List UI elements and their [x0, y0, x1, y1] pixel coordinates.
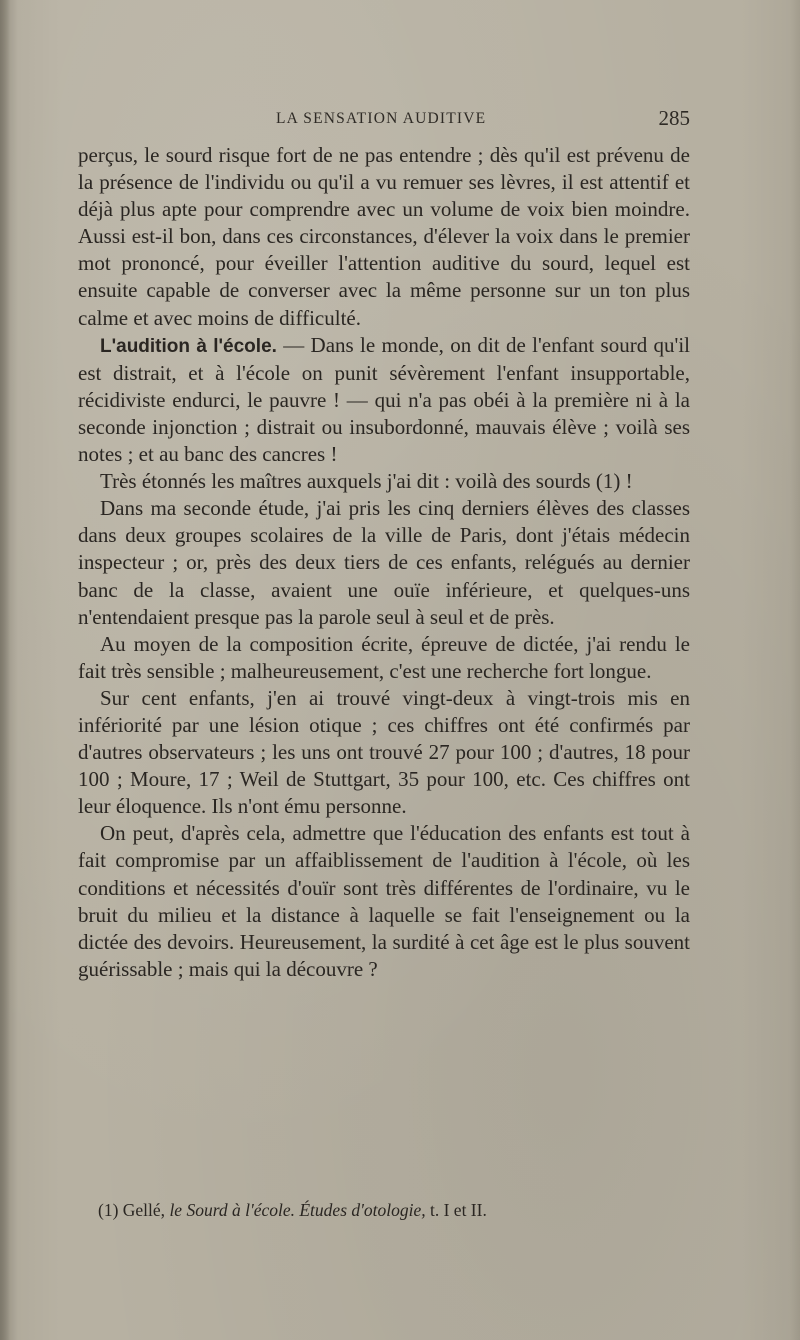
footnote-marker: (1)	[98, 1200, 119, 1220]
paragraph: On peut, d'après cela, admettre que l'éducation des enfants est tout à fait compromise par un affaiblissement de l'audition à l'école, où les conditions et nécessités d'ouïr sont très différentes de l'ordinaire, vu le bruit du milieu et la distance à laquelle se fait l'enseignement ou la dictée des devoirs. Heureusement, la surdité à cet âge est le plus souvent guérissable ; mais qui la découvre ?	[78, 821, 690, 981]
page-number: 285	[658, 106, 690, 130]
footnote-title: le Sourd à l'école. Études d'otologie,	[169, 1200, 426, 1220]
paragraph: Sur cent enfants, j'en ai trouvé vingt-deux à vingt-trois mis en infériorité par une lésion otique ; ces chiffres ont été confirmés par d'autres observateurs ; les uns ont trouvé 27 pour 100 ; d'autres, 18 pour 100 ; Moure, 17 ; Weil de Stuttgart, 35 pour 100, etc. Ces chiffres ont leur éloquence. Ils n'ont ému personne.	[78, 685, 690, 819]
footnote-rest: t. I et II.	[429, 1200, 487, 1220]
section-title: L'audition à l'école.	[100, 335, 277, 357]
footnote-author: Gellé,	[122, 1200, 166, 1220]
paragraph: Au moyen de la composition écrite, épreuve de dictée, j'ai rendu le fait très sensible ; malheureusement, c'est une recherche fort longue.	[78, 631, 690, 683]
paragraph: Très étonnés les maîtres auxquels j'ai dit : voilà des sourds (1) !	[100, 469, 633, 494]
running-head	[78, 106, 690, 132]
running-title: LA SENSATION AUDITIVE	[276, 110, 487, 127]
paragraph-continued: perçus, le sourd risque fort de ne pas entendre ; dès qu'il est prévenu de la présence de l'individu ou qu'il a vu remuer ses lèvres, il est attentif et déjà plus apte pour comprendre avec un volume de voix bien moindre. Aussi est-il bon, dans ces circonstances, d'élever la voix dans le premier mot prononcé, pour éveiller l'attention auditive du sourd, lequel est ensuite capable de converser avec la même personne sur un ton plus calme et avec moins de difficulté.	[78, 143, 690, 330]
body-text	[78, 142, 690, 983]
paragraph-text: — Dans le monde, on dit de l'enfant sourd qu'il est distrait, et à l'école on punit sévèrement l'enfant insupportable, récidiviste endurci, le pauvre ! — qui n'a pas obéi à la première ni à la seconde injonction ; distrait ou insubordonné, mauvais élève ; voilà ses notes ; et au banc des cancres !	[78, 332, 690, 467]
paragraph-audition-ecole	[78, 332, 690, 468]
footnote	[98, 1198, 658, 1222]
paragraph: Dans ma seconde étude, j'ai pris les cinq derniers élèves des classes dans deux groupes scolaires de la ville de Paris, dont j'étais médecin inspecteur ; or, près des deux tiers de ces enfants, relégués au dernier banc de la classe, avaient une ouïe inférieure, et quelques-uns n'entendaient presque pas la parole seul à seul et de près.	[78, 496, 690, 629]
